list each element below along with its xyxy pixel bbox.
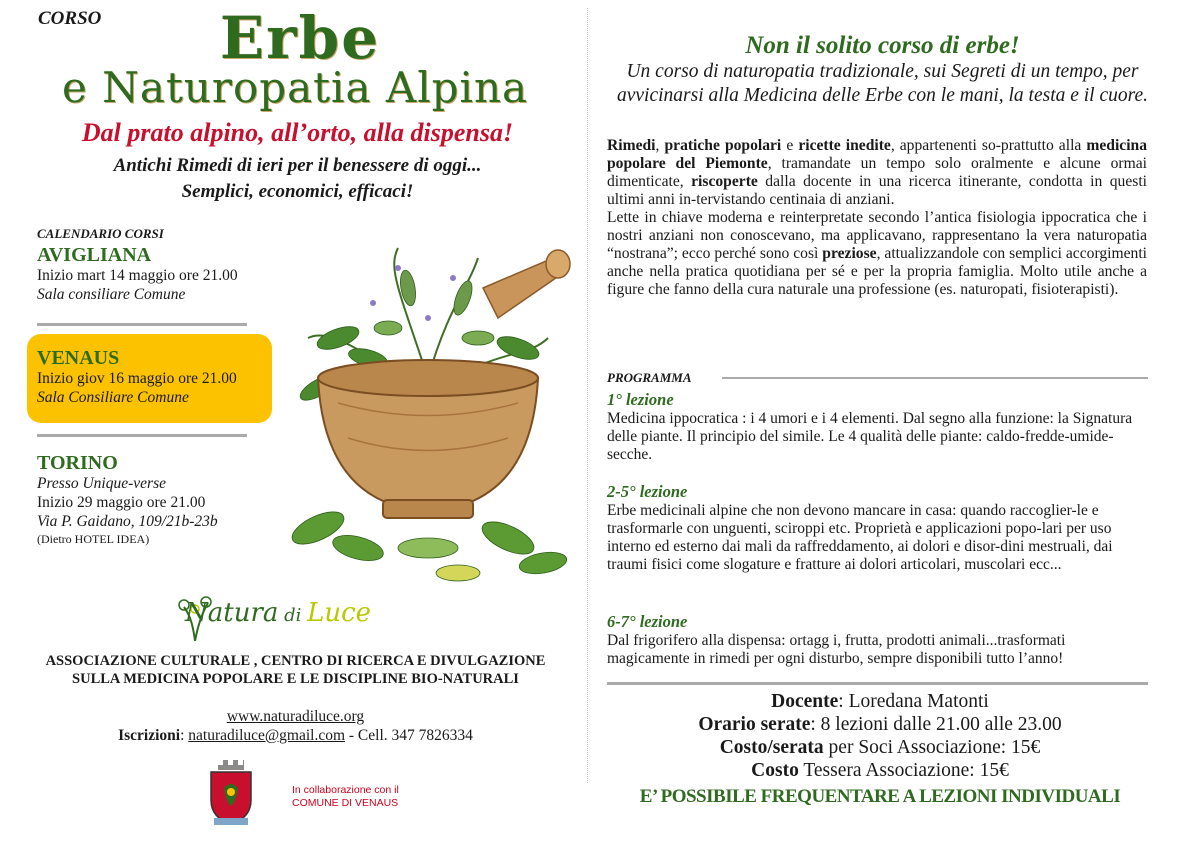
herbs-mortar-illustration: [278, 228, 578, 584]
lesson-2-5: [607, 482, 1147, 574]
text: dalla docente in una ricerca itinerante, condotta in questi ultimi anni in-tervistando centinaia di anziani.: [607, 173, 1147, 208]
bold-rimedi: Rimedi: [607, 137, 656, 154]
title-naturopatia: e Naturopatia Alpina: [61, 63, 529, 112]
iscrizioni-row: Iscrizioni: naturadiluce@gmail.com - Cell. 347 7826334: [118, 727, 473, 744]
course-intro: Un corso di naturopatia tradizionale, sui Segreti di un tempo, per avvicinarsi alla Medicina delle Erbe con le mani, la testa e il cuore.: [616, 61, 1149, 106]
text: , attualizzandole con semplici accorgimenti anche nella pratica quotidiana per sé e per la propria famiglia. Molto utile anche a figure che fanno della cura naturale una professione (es. naturopati, fisioterapisti).: [607, 245, 1147, 298]
phone: - Cell. 347 7826334: [345, 727, 473, 744]
iscrizioni-label: Iscrizioni: [118, 727, 181, 744]
lesson-1-body: Medicina ippocratica : i 4 umori e i 4 elementi. Dal segno alla funzione: la Signatura delle piante. Il principio del simile. Le 4 qualità delle piante: caldo-fredde-umide-secche.: [607, 410, 1133, 463]
bold-medicina-popolare: medicina popolare del Piemonte: [607, 137, 1148, 172]
bold-pratiche: pratiche popolari: [664, 137, 782, 154]
separator: [37, 434, 247, 437]
course-description: [607, 137, 1147, 299]
text: e: [781, 137, 799, 154]
avigliana-date: Inizio mart 14 maggio ore 21.00: [37, 267, 238, 284]
lesson-2-5-body: Erbe medicinali alpine che non devono mancare in casa: quando raccoglier-le e trasformarle con unguenti, sciroppi etc. Proprietà e applicazioni popo-lari per uso interno ed esterno dai mali da raffreddamento, ai dolori e disor-dini mestruali, dai traumi fisici come slogature e fratture ai dolori articolari, muscolari ecc...: [607, 502, 1113, 573]
separator: [37, 323, 247, 326]
bold-riscoperte: riscoperte: [691, 173, 758, 190]
costo-tessera-row: [600, 759, 1160, 782]
tagline: [20, 153, 575, 205]
description-paragraph-1: [607, 137, 1147, 209]
bold-ricette: ricette inedite: [798, 137, 891, 154]
calendar-label: CALENDARIO CORSI: [37, 226, 164, 241]
lesson-6-7-title: 6-7° lezione: [607, 612, 688, 631]
separator: [722, 377, 1148, 379]
lesson-1-title: 1° lezione: [607, 390, 674, 409]
course-avigliana: [37, 244, 238, 304]
subtitle: Dal prato alpino, all’orto, alla dispensa!: [81, 118, 514, 147]
lesson-2-5-title: 2-5° lezione: [607, 482, 688, 501]
text: ,: [655, 137, 665, 154]
torino-date: Inizio 29 maggio ore 21.00: [37, 494, 206, 511]
description-paragraph-2: [607, 209, 1147, 299]
avigliana-venue: Sala consiliare Comune: [37, 286, 186, 303]
collab-line1: In collaborazione con il: [292, 784, 399, 796]
costo-serata-label: Costo/serata: [719, 737, 824, 758]
lesson-6-7: [607, 612, 1147, 668]
docente-label: Docente: [771, 691, 839, 712]
text: Lette in chiave moderna e reinterpretate secondo l’antica fisiologia ippocratica che i nostri anziani non conoscevano, ma applicavano, rappresentano la vera naturopatia “nostrana”; ecco perché sono così: [607, 209, 1147, 262]
website-link[interactable]: www.naturadiluce.org: [226, 708, 365, 725]
course-details: [600, 690, 1160, 782]
orario-label: Orario serate: [698, 714, 811, 735]
tagline-line1: Antichi Rimedi di ieri per il benessere di oggi...: [113, 155, 482, 176]
collaboration-note: [292, 784, 399, 810]
docente-row: [600, 690, 1160, 713]
torino-address: Via P. Gaidano, 109/21b-23b: [37, 513, 218, 530]
venaus-date: Inizio giov 16 maggio ore 21.00: [37, 370, 237, 387]
text: , appartenenti so-prattutto alla: [890, 137, 1087, 154]
costo-value: Tessera Associazione: 15€: [798, 760, 1009, 781]
orario-value: : 8 lezioni dalle 21.00 alle 23.00: [810, 714, 1062, 735]
association-line2: SULLA MEDICINA POPOLARE E LE DISCIPLINE BIO-NATURALI: [72, 671, 519, 687]
costo-label: Costo: [751, 760, 799, 781]
association-logo-text: [185, 598, 371, 628]
bold-preziose: preziose: [822, 245, 877, 262]
pestle-icon: [483, 250, 570, 318]
separator: [607, 682, 1148, 685]
mortar-icon: [318, 360, 538, 518]
final-note: E’ POSSIBILE FREQUENTARE A LEZIONI INDIVIDUALI: [639, 786, 1121, 807]
right-heading: Non il solito corso di erbe!: [745, 32, 1020, 59]
title-erbe: Erbe: [219, 4, 381, 72]
city-torino: TORINO: [37, 452, 118, 474]
tagline-line2: Semplici, economici, efficaci!: [181, 181, 414, 202]
lesson-1: [607, 390, 1147, 464]
association-description: [18, 652, 573, 688]
torino-note: (Dietro HOTEL IDEA): [37, 532, 150, 546]
association-line1: ASSOCIAZIONE CULTURALE , CENTRO DI RICERCA E DIVULGAZIONE: [45, 653, 546, 669]
course-torino: [37, 452, 218, 547]
logo-natura: Natura: [185, 598, 279, 628]
lesson-6-7-body: Dal frigorifero alla dispensa: ortagg i, frutta, prodotti animali...trasformati magicamente in rimedi per ogni disturbo, sempre disponibili tutto l’anno!: [607, 632, 1066, 667]
programma-label: PROGRAMMA: [607, 370, 692, 385]
page-divider: [587, 8, 588, 783]
venaus-coat-of-arms-icon: [206, 758, 256, 828]
orario-row: [600, 713, 1160, 736]
torino-venue: Presso Unique-verse: [37, 475, 166, 492]
costo-serata-value: per Soci Associazione: 15€: [823, 737, 1041, 758]
venaus-venue: Sala Consiliare Comune: [37, 389, 189, 406]
docente-value: : Loredana Matonti: [838, 691, 989, 712]
website-row: [18, 708, 573, 726]
text: , tramandate un tempo solo oralmente e alcune ormai dimenticate,: [607, 155, 1147, 190]
course-venaus: [37, 347, 237, 407]
corso-label: CORSO: [38, 8, 102, 29]
city-venaus: VENAUS: [37, 347, 120, 369]
email-link[interactable]: naturadiluce@gmail.com: [188, 727, 346, 744]
costo-serata-row: [600, 736, 1160, 759]
collab-line2: COMUNE DI VENAUS: [292, 797, 399, 809]
city-avigliana: AVIGLIANA: [37, 244, 152, 266]
logo-di: di: [278, 605, 308, 626]
logo-luce: Luce: [307, 598, 372, 628]
